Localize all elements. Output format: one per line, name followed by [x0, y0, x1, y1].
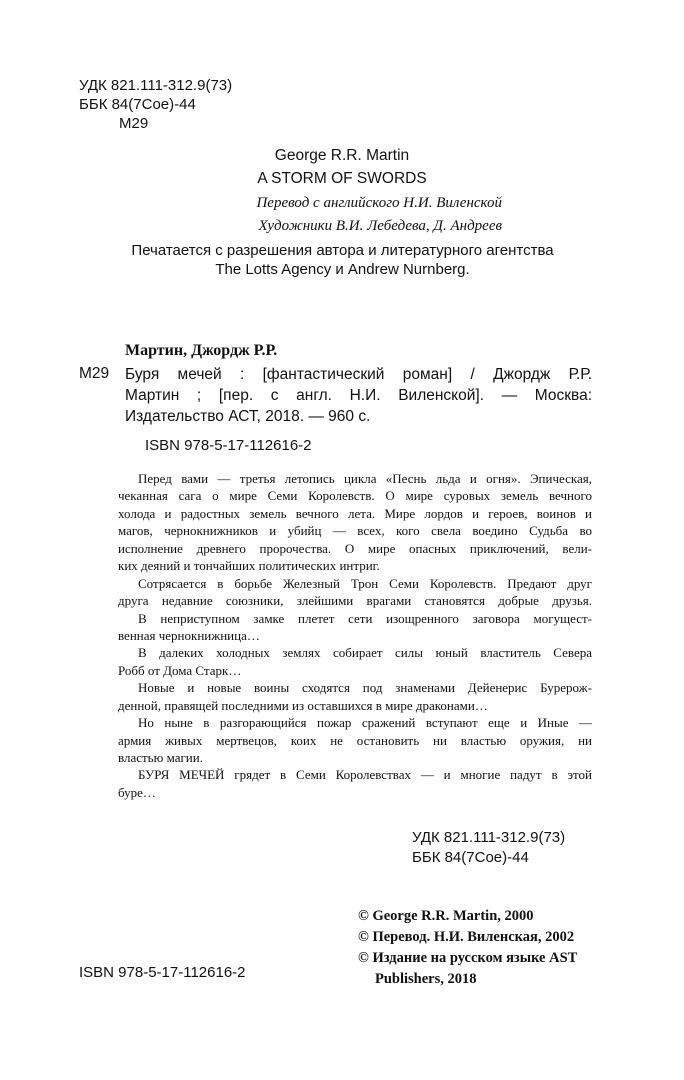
header-classification-codes: [79, 76, 232, 133]
annotation-line: БУРЯ МЕЧЕЙ грядет в Семи Королевствах — и многие падут в этой: [138, 767, 592, 783]
bbk-code: ББК 84(7Сое)-44: [412, 849, 529, 866]
copyright-line: © Перевод. Н.И. Виленская, 2002: [358, 929, 575, 945]
bibliographic-line: Буря мечей : [фантастический роман] / Джордж Р.Р.: [125, 366, 592, 383]
bbk-code: ББК 84(7Сое)-44: [79, 96, 196, 113]
translation-credit: Перевод с английского Н.И. Виленской: [256, 195, 502, 211]
annotation-line: исполнение древнего пророчества. О мире опасных приключений, вели-: [118, 540, 592, 556]
bibliographic-description: [125, 364, 592, 427]
isbn-bottom: ISBN 978-5-17-112616-2: [79, 964, 246, 981]
original-author: George R.R. Martin: [274, 147, 410, 164]
footer-classification-codes: [412, 828, 565, 868]
bibliographic-author: Мартин, Джордж Р.Р.: [125, 342, 278, 359]
annotation-line: ких деяний и тончайших политических интриг.: [118, 558, 380, 574]
permission-line: The Lotts Agency и Andrew Nurnberg.: [215, 261, 470, 278]
bibliographic-line: Мартин ; [пер. с англ. Н.И. Виленской]. — Москва:: [125, 387, 592, 404]
annotation-line: армия живых мертвецов, коих не остановить ни властью оружия, ни: [118, 732, 592, 748]
annotation-line: В неприступном замке плетет сети изощренного заговора могущест-: [138, 610, 592, 626]
artists-credit: Художники В.И. Лебедева, Д. Андреев: [258, 218, 502, 234]
annotation-line: В далеких холодных землях собирает силы юный властитель Севера: [138, 645, 592, 661]
permission-notice: [90, 241, 595, 279]
annotation-line: денной, правящей последними из оставшихся в мире драконами…: [118, 697, 488, 713]
copyright-line: © George R.R. Martin, 2000: [358, 908, 534, 924]
annotation: [118, 470, 592, 801]
copyright-block: [358, 906, 577, 990]
copyright-line: © Издание на русском языке AST: [358, 950, 578, 966]
annotation-line: буре…: [118, 784, 156, 800]
annotation-line: холода и радостных земель вечного лета. Мире лордов и героев, воинов и: [118, 505, 592, 521]
annotation-line: венная чернокнижница…: [118, 627, 260, 643]
original-title: A STORM OF SWORDS: [257, 170, 427, 187]
annotation-line: Робб от Дома Старк…: [118, 662, 242, 678]
udk-code: УДК 821.111-312.9(73): [412, 829, 566, 846]
copyright-line: Publishers, 2018: [375, 971, 477, 987]
annotation-line: друга недавние союзники, злейшими врагами становятся добрые друзья.: [118, 593, 592, 609]
annotation-line: властью магии.: [118, 750, 203, 765]
udk-code: УДК 821.111-312.9(73): [79, 77, 233, 94]
annotation-line: Сотрясается в борьбе Железный Трон Семи Королевств. Предают друг: [138, 575, 592, 591]
bibliographic-code: М29: [79, 365, 110, 382]
annotation-line: Перед вами — третья летопись цикла «Песнь льда и огня». Эпическая,: [138, 471, 592, 486]
isbn: ISBN 978-5-17-112616-2: [145, 437, 312, 454]
annotation-line: магов, чернокнижников и убийц — всех, кого свела воедино Судьба во: [118, 523, 592, 539]
annotation-line: Но ныне в разгорающийся пожар сражений вступают еще и Иные —: [138, 715, 592, 731]
bibliographic-line: Издательство АСТ, 2018. — 960 с.: [125, 408, 371, 425]
annotation-line: чеканная сага о мире Семи Королевств. О мире суровых земель вечного: [118, 488, 592, 504]
permission-line: Печатается с разрешения автора и литературного агентства: [131, 242, 554, 259]
annotation-line: Новые и новые воины сходятся под знаменами Дейенерис Бурерож-: [138, 680, 592, 696]
author-mark-code: М29: [119, 115, 149, 132]
